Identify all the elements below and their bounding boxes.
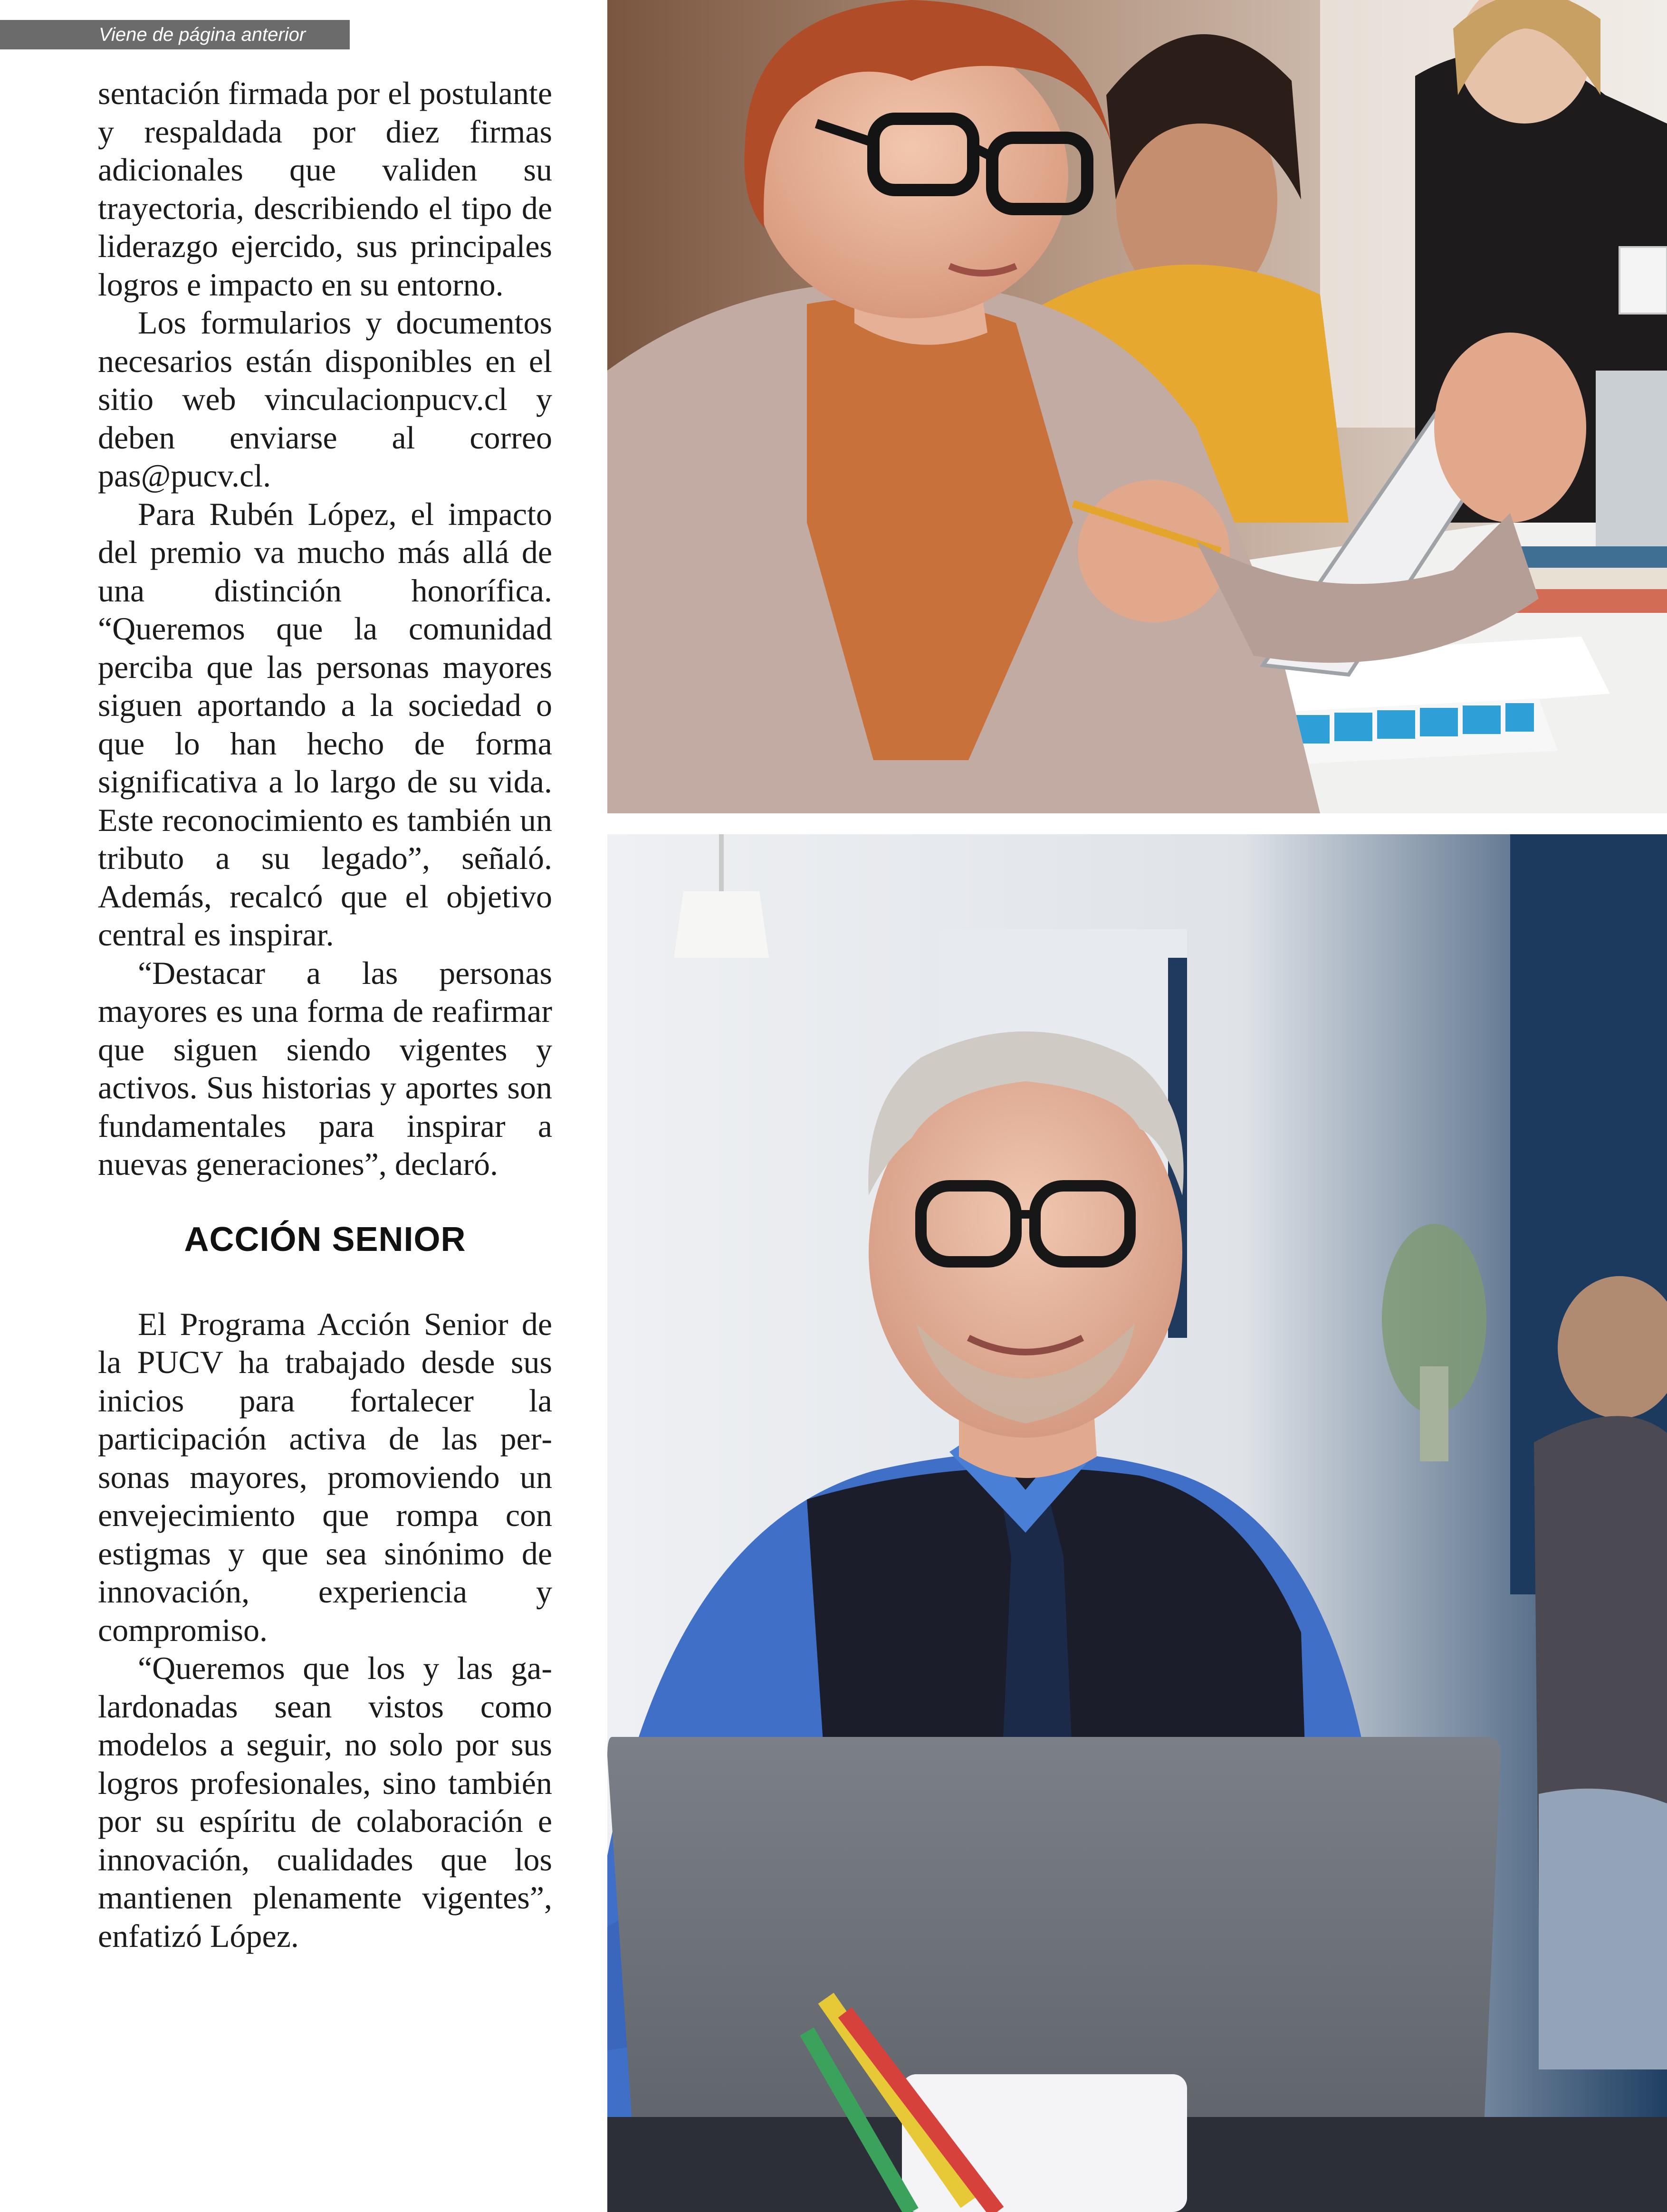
photo-older-man-laptop [607, 834, 1667, 2212]
section-heading: ACCIÓN SENIOR [184, 1220, 466, 1259]
photo-older-man-laptop-illustration [607, 834, 1667, 2212]
article-paragraph: “Queremos que los y las galardonadas sean vistos como modelos a seguir, no solo por sus logros profesionales, sino también por su espíritu de colaboración e innovación, cualidades que los mantienen plenamente vigentes”, enfatizó López. [98, 1650, 552, 1954]
article-paragraph: Para Rubén López, el impacto del premio va mucho más allá de una distinción honorífica. “Queremos que la comunidad perciba que las personas mayores siguen aportando a la sociedad o que lo han hecho de forma significativa a lo largo de su vida. Este reconocimiento es también un tributo a su legado”, señaló. Además, recalcó que el objetivo central es inspirar. [98, 496, 552, 953]
article-paragraph: Los formularios y documentos necesarios están disponibles en el sitio web vinculacionpucv.cl y deben enviarse al correo pas@pucv.cl. [98, 305, 552, 494]
article-paragraph: “Destacar a las personas mayores es una forma de reafirmar que siguen siendo vigentes y activos. Sus historias y aportes son fundamentales para inspirar a nuevas generaciones”, declaró. [98, 954, 552, 1182]
article-paragraph: sentación firmada por el postulante y respaldada por diez firmas adicionales que validen su trayectoria, describiendo el tipo de liderazgo ejercido, sus principales logros e impacto en su entorno. [98, 75, 552, 303]
continued-from-previous-page-tab [0, 20, 350, 49]
article-text-column [98, 74, 552, 1955]
photo-older-woman-writing-illustration [607, 0, 1667, 813]
continued-label: Viene de página anterior [99, 24, 306, 45]
article-paragraph: El Programa Acción Senior de la PUCV ha trabajado desde sus inicios para fortalecer la participación activa de las personas mayores, promoviendo un envejecimiento que rompa con estigmas y que sea sinónimo de innovación, experiencia y compromiso. [98, 1306, 552, 1648]
photo-older-woman-writing [607, 0, 1667, 813]
